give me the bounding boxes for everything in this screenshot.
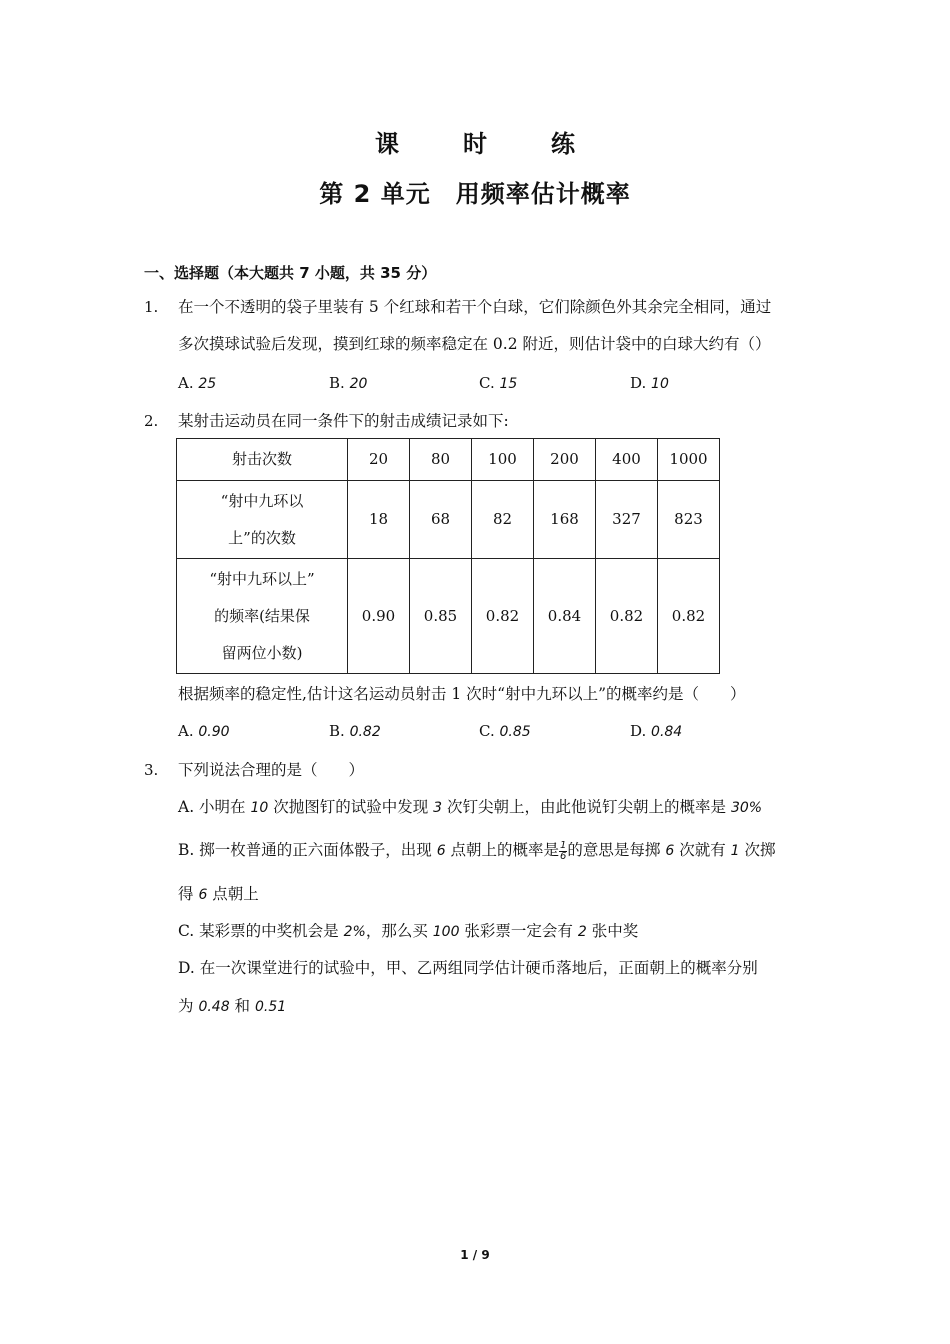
- table-cell: 82: [472, 481, 534, 559]
- unit-subtitle: 第 2 单元 用频率估计概率: [319, 180, 631, 208]
- cell-line: “射中九环以: [220, 491, 304, 510]
- option-c: [479, 374, 517, 392]
- text-span: 点朝上的概率是: [445, 841, 560, 859]
- table-header-cell: [177, 481, 348, 559]
- table-cell: 0.85: [410, 559, 472, 674]
- number-span: 30%: [730, 800, 763, 816]
- number-span: 0.51: [254, 999, 287, 1015]
- question-text-line: 在一个不透明的袋子里装有 5 个红球和若干个白球，它们除颜色外其余完全相同，通过: [178, 298, 772, 316]
- table-cell: 0.84: [534, 559, 596, 674]
- table-cell: 0.90: [348, 559, 410, 674]
- page-title: 课 时 练: [375, 130, 595, 158]
- option-label: B.: [329, 722, 350, 740]
- fraction-numerator: 1: [560, 839, 567, 851]
- table-cell: 0.82: [596, 559, 658, 674]
- table-cell: 68: [410, 481, 472, 559]
- question-number: 2.: [144, 412, 159, 430]
- cell-line: 的频率(结果保: [214, 606, 310, 625]
- table-cell: 80: [410, 439, 472, 481]
- table-cell: 18: [348, 481, 410, 559]
- table-cell: 100: [472, 439, 534, 481]
- option-d-continued: [178, 996, 286, 1017]
- table-cell: 400: [596, 439, 658, 481]
- table-row: [177, 439, 720, 481]
- number-span: 1: [730, 843, 740, 859]
- text-span: D. 在一次课堂进行的试验中，甲、乙两组同学估计硬币落地后，正面朝上的概率分别: [178, 959, 758, 977]
- page-number: 1 / 9: [460, 1248, 490, 1262]
- fraction-denominator: 6: [560, 850, 567, 862]
- option-label: D.: [630, 722, 652, 740]
- table-header-cell: 射击次数: [177, 439, 348, 481]
- text-span: 点朝上: [207, 885, 259, 903]
- option-value: 10: [651, 376, 669, 392]
- text-span: ，那么买: [365, 922, 433, 940]
- table-cell: 1000: [658, 439, 720, 481]
- text-span: A. 小明在: [178, 798, 251, 816]
- option-a: [178, 374, 216, 392]
- option-value: 0.90: [198, 724, 230, 740]
- option-d: [178, 958, 758, 978]
- text-span: 次就有: [674, 841, 731, 859]
- option-b: [329, 374, 367, 392]
- table-header-cell: [177, 559, 348, 674]
- table-cell: 823: [658, 481, 720, 559]
- table-cell: 200: [534, 439, 596, 481]
- table-cell: 20: [348, 439, 410, 481]
- option-b-continued: [178, 884, 259, 905]
- option-value: 0.85: [499, 724, 531, 740]
- option-label: A.: [178, 722, 199, 740]
- question-number: 3.: [144, 761, 159, 779]
- option-label: A.: [178, 374, 199, 392]
- text-span: 张彩票一定会有: [459, 922, 578, 940]
- option-label: C.: [479, 374, 500, 392]
- table-cell: 327: [596, 481, 658, 559]
- text-span: 次掷: [739, 841, 776, 859]
- option-value: 0.84: [651, 724, 683, 740]
- number-span: 6: [436, 843, 446, 859]
- option-d: [630, 722, 682, 740]
- text-span: 的意思是每掷: [567, 841, 666, 859]
- option-value: 0.82: [349, 724, 381, 740]
- cell-line: 上”的次数: [228, 528, 296, 547]
- question-text-line: 多次摸球试验后发现，摸到红球的频率稳定在 0.2 附近，则估计袋中的白球大约有（）: [178, 335, 771, 353]
- option-b: [329, 722, 381, 740]
- option-c: [479, 722, 531, 740]
- number-span: 6: [665, 843, 675, 859]
- option-c: [178, 921, 638, 942]
- number-span: 6: [198, 887, 208, 903]
- table-row: [177, 559, 720, 674]
- table-cell: 0.82: [472, 559, 534, 674]
- number-span: 10: [250, 800, 269, 816]
- text-span: 次钉尖朝上，由此他说钉尖朝上的概率是: [442, 798, 731, 816]
- number-span: 2%: [343, 924, 366, 940]
- number-span: 0.48: [198, 999, 230, 1015]
- text-span: 次抛图钉的试验中发现: [268, 798, 434, 816]
- text-span: 为: [178, 997, 199, 1015]
- option-value: 15: [499, 376, 518, 392]
- option-d: [630, 374, 669, 392]
- text-span: 得: [178, 885, 199, 903]
- number-span: 2: [577, 924, 587, 940]
- option-label: B.: [329, 374, 350, 392]
- option-b: [178, 840, 776, 862]
- option-value: 25: [198, 376, 217, 392]
- table-cell: 168: [534, 481, 596, 559]
- text-span: B. 掷一枚普通的正六面体骰子，出现: [178, 841, 437, 859]
- cell-line: “射中九环以上”: [209, 569, 315, 588]
- record-table: [176, 438, 720, 674]
- text-span: C. 某彩票的中奖机会是: [178, 922, 344, 940]
- number-span: 3: [433, 800, 443, 816]
- table-row: [177, 481, 720, 559]
- question-text-line: 根据频率的稳定性,估计这名运动员射击 1 次时“射中九环以上”的概率约是（ ）: [178, 685, 746, 703]
- option-label: C.: [479, 722, 500, 740]
- text-span: 张中奖: [586, 922, 639, 940]
- question-text-line: 某射击运动员在同一条件下的射击成绩记录如下:: [178, 412, 509, 430]
- question-number: 1.: [144, 298, 159, 316]
- text-span: 和: [229, 997, 255, 1015]
- option-a: [178, 797, 762, 818]
- option-a: [178, 722, 230, 740]
- cell-line: 留两位小数): [221, 643, 303, 662]
- option-label: D.: [630, 374, 652, 392]
- section-heading: 一、选择题（本大题共 7 小题，共 35 分）: [144, 264, 437, 282]
- question-text-line: 下列说法合理的是（ ）: [178, 761, 365, 779]
- option-value: 20: [349, 376, 368, 392]
- table-cell: 0.82: [658, 559, 720, 674]
- number-span: 100: [432, 924, 460, 940]
